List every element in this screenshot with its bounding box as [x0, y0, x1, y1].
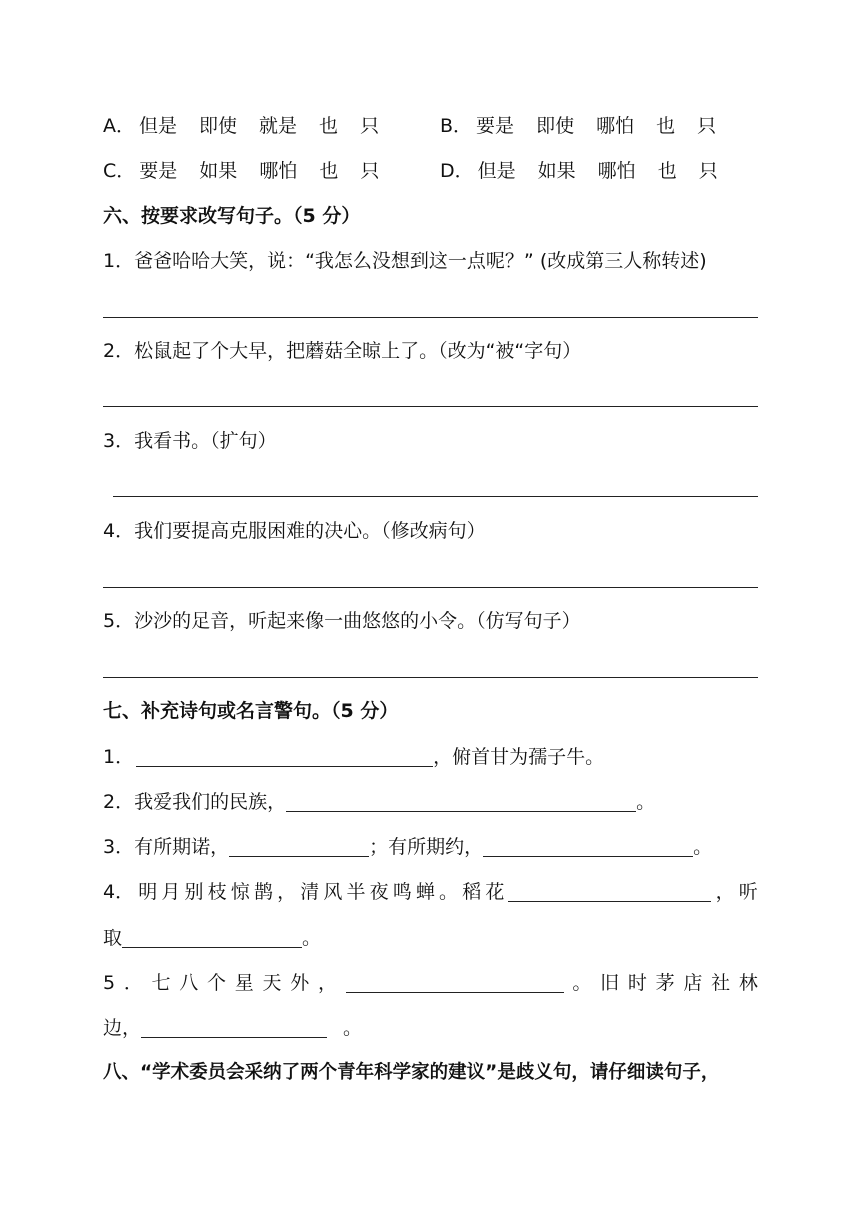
section8-heading: 八、“学术委员会采纳了两个青年科学家的建议”是歧义句，请仔细读句子， [103, 1062, 720, 1083]
item-text: ，俯首甘为孺子牛。 [433, 746, 605, 768]
section6-item-2: 2．松鼠起了个大早，把蘑菇全晾上了。（改为“被“字句） [103, 340, 582, 362]
option-label: A． [103, 115, 135, 137]
item-char: 林 [738, 972, 758, 994]
item-char: 蝉 [415, 881, 435, 903]
section7-item-5-line2 [103, 1019, 362, 1038]
answer-line[interactable] [113, 496, 758, 497]
section7-item-1 [103, 748, 604, 767]
item-text: 。 [636, 791, 656, 813]
option-d [440, 162, 718, 181]
option-word: 就是 [259, 115, 298, 137]
option-word: 也 [319, 115, 339, 137]
answer-line[interactable] [103, 677, 758, 678]
option-label: D． [440, 160, 474, 182]
option-label: C． [103, 160, 136, 182]
fill-blank[interactable] [122, 929, 302, 948]
item-char: 八 [179, 972, 199, 994]
section7-heading: 七、补充诗句或名言警句。（5 分） [103, 700, 399, 722]
option-word: 只 [360, 115, 380, 137]
item-text: 取 [103, 927, 123, 949]
option-word: 即使 [536, 115, 575, 137]
item-text: ；有所期约， [369, 836, 484, 858]
item-char: 5 [103, 972, 116, 994]
item-char: 旧 [600, 972, 620, 994]
option-word: 哪怕 [597, 160, 636, 182]
item-char: 社 [711, 972, 731, 994]
item-char: 月 [161, 881, 181, 903]
fill-blank[interactable] [346, 974, 564, 993]
option-label: B． [440, 115, 473, 137]
option-word: 要是 [476, 115, 515, 137]
item-char: 惊 [230, 881, 250, 903]
item-char: ， [277, 881, 297, 903]
item-char: 外 [290, 972, 310, 994]
section6-item-3: 3．我看书。（扩句） [103, 430, 277, 452]
item-text: 。 [302, 927, 322, 949]
option-word: 但是 [477, 160, 516, 182]
option-word: 只 [698, 160, 718, 182]
item-char: 星 [234, 972, 254, 994]
item-char: ． [123, 972, 143, 994]
section6-item-5: 5．沙沙的足音，听起来像一曲悠悠的小令。（仿写句子） [103, 610, 581, 632]
section7-item-4-line1 [103, 883, 758, 902]
option-word: 即使 [199, 115, 238, 137]
item-char: 清 [300, 881, 320, 903]
option-word: 哪怕 [259, 160, 298, 182]
item-number: 1． [103, 746, 135, 768]
option-word: 也 [656, 115, 676, 137]
item-char: 夜 [369, 881, 389, 903]
item-char: 明 [138, 881, 158, 903]
item-char: 茅 [655, 972, 675, 994]
item-char: 别 [184, 881, 204, 903]
item-char: 听 [738, 881, 758, 903]
option-word: 也 [657, 160, 677, 182]
item-char: 半 [346, 881, 366, 903]
fill-blank[interactable] [483, 838, 693, 857]
option-c [103, 162, 379, 181]
answer-line[interactable] [103, 406, 758, 407]
option-word: 只 [697, 115, 717, 137]
item-char: 店 [683, 972, 703, 994]
item-char: 时 [627, 972, 647, 994]
item-text: 边， [103, 1017, 142, 1039]
option-word: 但是 [139, 115, 178, 137]
item-char: 花 [485, 881, 505, 903]
item-char: 天 [262, 972, 282, 994]
option-word: 要是 [139, 160, 178, 182]
item-text: 2．我爱我们的民族， [103, 791, 287, 813]
option-word: 只 [360, 160, 380, 182]
item-char: 个 [207, 972, 227, 994]
option-a [103, 117, 379, 136]
item-text: 。 [343, 1017, 363, 1039]
item-char: 稻 [462, 881, 482, 903]
item-char: ， [715, 881, 735, 903]
fill-blank[interactable] [508, 883, 711, 902]
option-b [440, 117, 716, 136]
item-char: 七 [151, 972, 171, 994]
item-char: 鸣 [392, 881, 412, 903]
answer-line[interactable] [103, 587, 758, 588]
section7-item-5-line1 [103, 974, 758, 993]
fill-blank[interactable] [141, 1019, 327, 1038]
option-word: 也 [319, 160, 339, 182]
item-char: 枝 [207, 881, 227, 903]
fill-blank[interactable] [136, 748, 433, 767]
section6-item-4: 4．我们要提高克服困难的决心。（修改病句） [103, 520, 486, 542]
option-word: 哪怕 [596, 115, 635, 137]
section7-item-3 [103, 838, 712, 857]
section7-item-2 [103, 793, 655, 812]
item-char: 风 [323, 881, 343, 903]
item-char: 。 [572, 972, 592, 994]
section6-heading: 六、按要求改写句子。（5 分） [103, 205, 361, 227]
item-char: 4． [103, 881, 135, 903]
item-char: ， [317, 972, 337, 994]
fill-blank[interactable] [229, 838, 369, 857]
answer-line[interactable] [103, 317, 758, 318]
item-char: 。 [439, 881, 459, 903]
item-text: 。 [693, 836, 713, 858]
option-word: 如果 [199, 160, 238, 182]
option-word: 如果 [537, 160, 576, 182]
item-char: 鹊 [253, 881, 273, 903]
item-text: 3．有所期诺， [103, 836, 230, 858]
section6-item-1: 1．爸爸哈哈大笑，说：“我怎么没想到这一点呢？” (改成第三人称转述) [103, 250, 707, 272]
section7-item-4-line2 [103, 929, 321, 948]
fill-blank[interactable] [286, 793, 636, 812]
